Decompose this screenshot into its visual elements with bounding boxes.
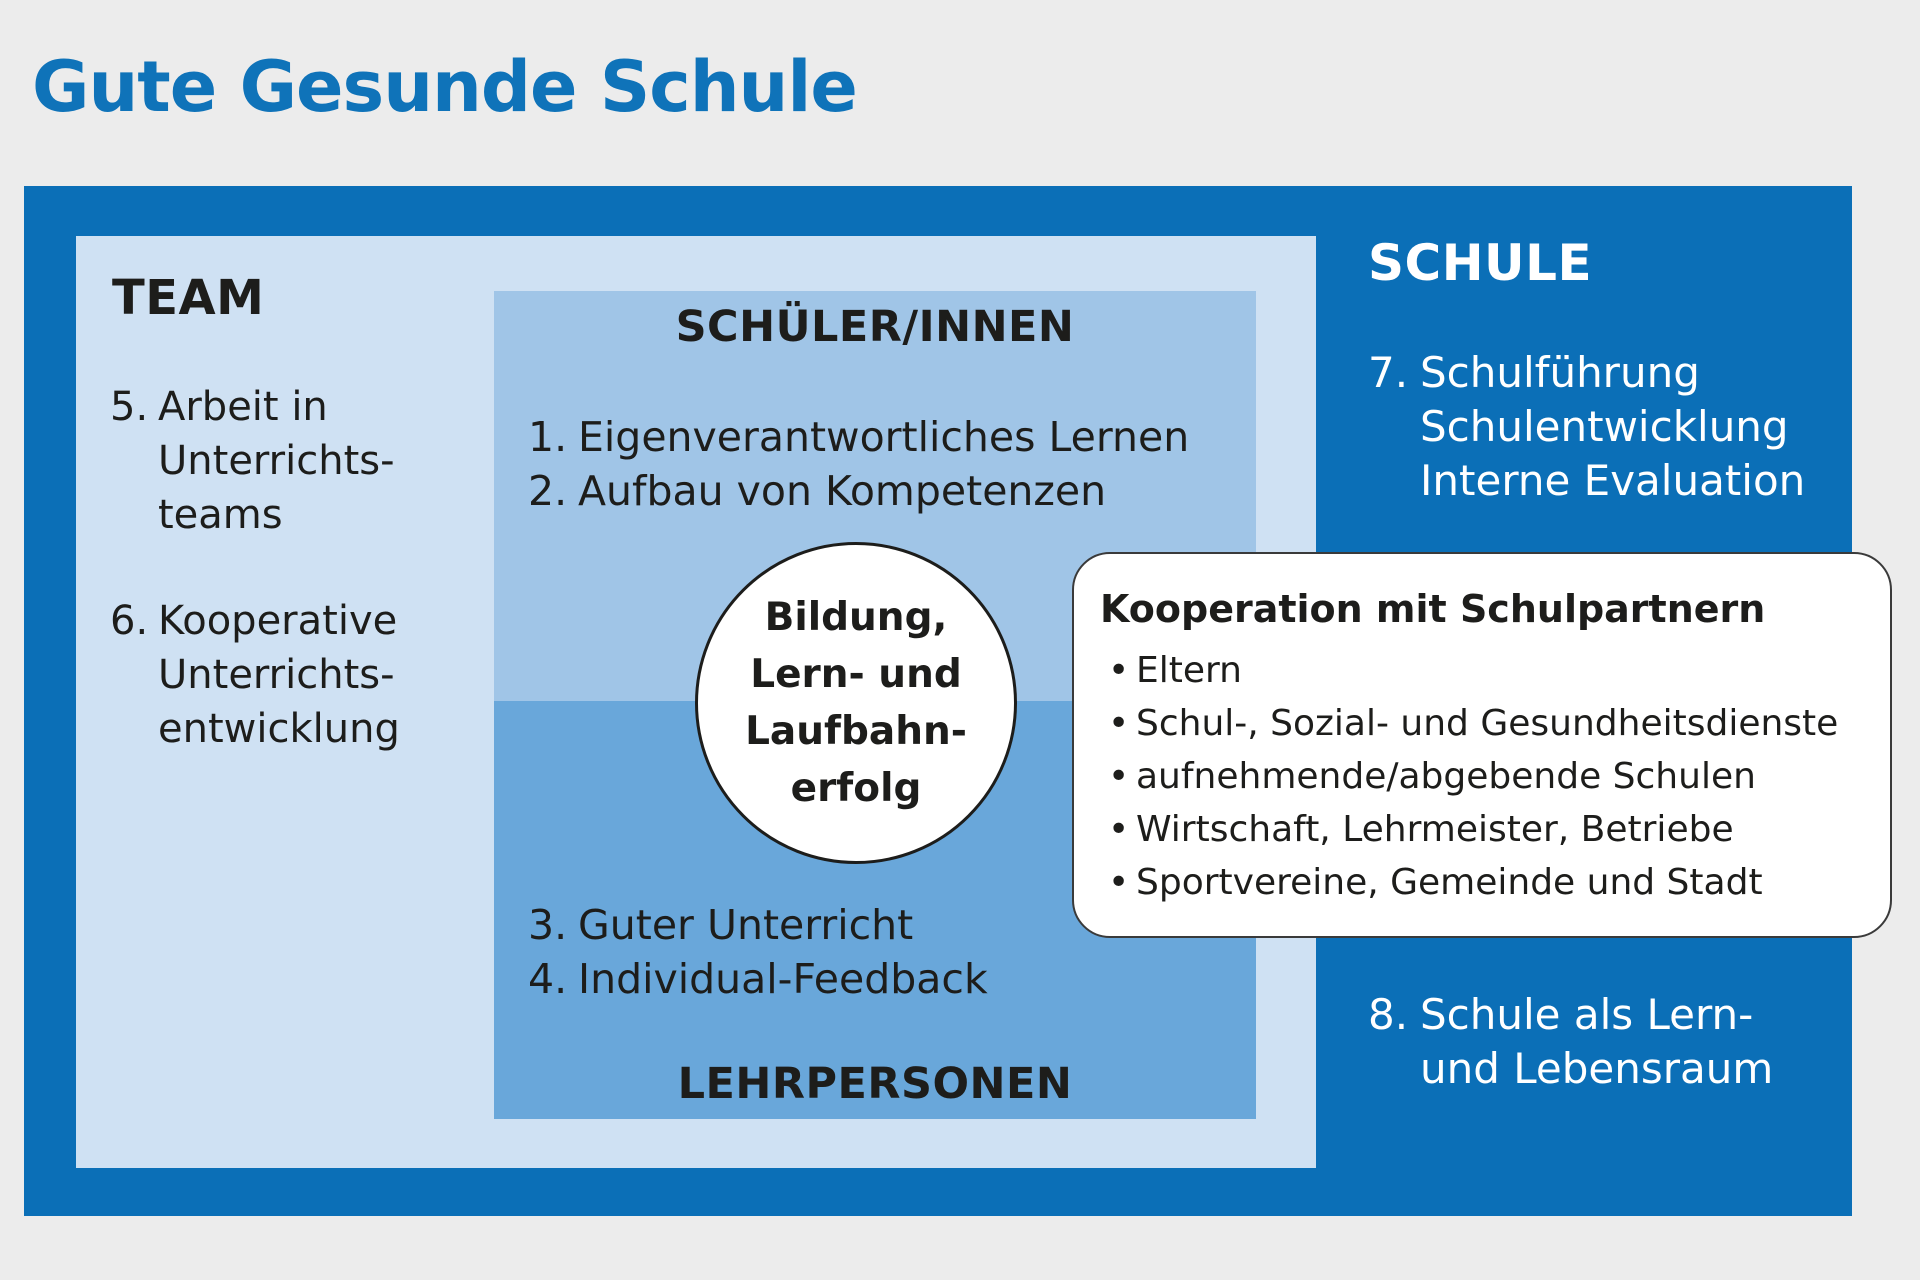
partner-item [1108, 644, 1838, 697]
bullet-icon: • [1108, 809, 1130, 850]
partner-item-text: aufnehmende/abgebende Schulen [1136, 756, 1756, 797]
school-heading: SCHULE [1368, 234, 1593, 292]
partner-item-text: Schul-, Sozial- und Gesundheitsdienste [1136, 703, 1839, 744]
teachers-item-text: Individual-Feedback [578, 955, 988, 1003]
school-item-text: Schulführung Schulentwicklung Interne Evaluation [1420, 348, 1806, 505]
partner-title: Kooperation mit Schulpartnern [1100, 587, 1766, 631]
team-item-text: Arbeit in Unterrichts- teams [158, 384, 395, 538]
team-item-text: Kooperative Unterrichts- entwicklung [158, 598, 400, 752]
teachers-item-number: 3. [528, 901, 568, 949]
team-item-number: 6. [110, 598, 149, 644]
students-item [528, 410, 1228, 464]
partner-item-text: Sportvereine, Gemeinde und Stadt [1136, 862, 1763, 903]
partner-item [1108, 803, 1838, 856]
school-item [1368, 346, 1828, 508]
students-heading: SCHÜLER/INNEN [675, 302, 1075, 352]
partner-box [1072, 552, 1892, 938]
team-item-number: 5. [110, 384, 149, 430]
students-item-text: Eigenverantwortliches Lernen [578, 413, 1190, 461]
bullet-icon: • [1108, 862, 1130, 903]
teachers-item [528, 952, 1228, 1006]
teachers-item-number: 4. [528, 955, 568, 1003]
partner-item [1108, 750, 1838, 803]
center-circle [695, 542, 1017, 864]
students-item-text: Aufbau von Kompetenzen [578, 467, 1107, 515]
bullet-icon: • [1108, 650, 1130, 691]
partner-item [1108, 856, 1838, 909]
school-item-number: 8. [1368, 990, 1409, 1039]
page-title: Gute Gesunde Schule [32, 46, 857, 128]
students-item-number: 1. [528, 413, 568, 461]
bullet-icon: • [1108, 756, 1130, 797]
teachers-item-text: Guter Unterricht [578, 901, 914, 949]
partner-item-text: Wirtschaft, Lehrmeister, Betriebe [1136, 809, 1734, 850]
center-circle-label: Bildung, Lern- und Laufbahn- erfolg [745, 595, 967, 811]
students-item [528, 464, 1228, 518]
school-item-number: 7. [1368, 348, 1409, 397]
team-item [110, 380, 440, 542]
school-list-top [1368, 346, 1828, 508]
partner-item-text: Eltern [1136, 650, 1242, 691]
partner-item [1108, 697, 1838, 750]
team-item [110, 594, 440, 756]
partner-list [1108, 644, 1838, 909]
bullet-icon: • [1108, 703, 1130, 744]
team-list [110, 380, 440, 808]
school-list-bottom [1368, 988, 1828, 1096]
school-item-text: Schule als Lern- und Lebensraum [1420, 990, 1774, 1093]
students-item-number: 2. [528, 467, 568, 515]
team-heading: TEAM [112, 270, 265, 326]
students-list [528, 410, 1228, 518]
teachers-heading: LEHRPERSONEN [677, 1059, 1073, 1109]
school-item [1368, 988, 1828, 1096]
